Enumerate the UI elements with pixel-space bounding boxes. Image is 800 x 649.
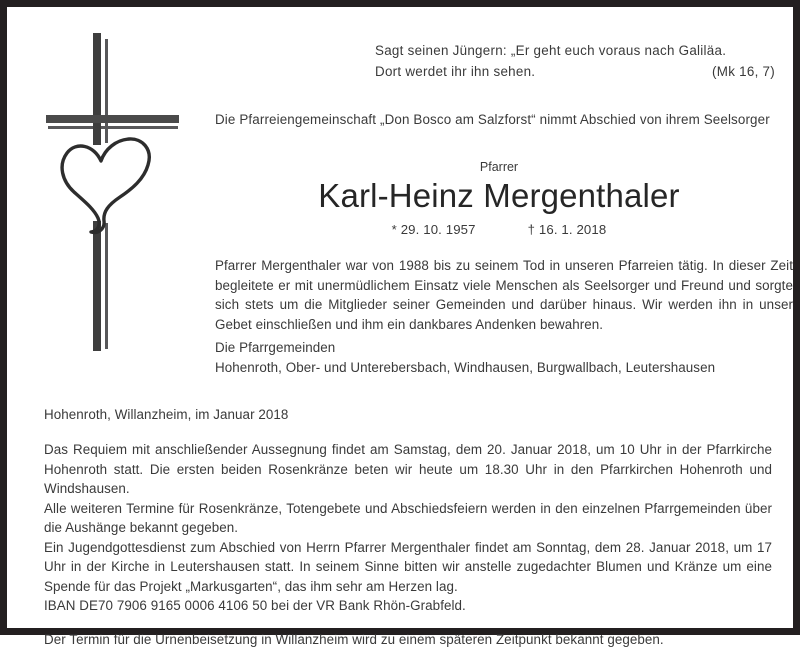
deceased-name: Karl-Heinz Mergenthaler xyxy=(215,176,783,216)
border-left xyxy=(0,0,7,635)
deceased-dates xyxy=(215,222,783,237)
funeral-paragraph-3: Ein Jugendgottesdienst zum Abschied von Herrn Pfarrer Mergenthaler findet am Sonntag, dem 28. Januar 2018, um 17 Uhr in der Kirche in Leutershausen statt. In seinem Sinne bitten wir anstelle zugedachter Blumen und Kränze um eine Spende für das Projekt „Markusgarten“, das ihm sehr am Herzen lag. xyxy=(44,538,772,597)
scripture-line-2: Dort werdet ihr ihn sehen. xyxy=(375,64,535,79)
urn-burial-note: Der Termin für die Urnenbeisetzung in Willanzheim wird zu einem späteren Zeitpunkt bekannt gegeben. xyxy=(44,630,772,649)
deceased-title-block xyxy=(215,159,783,237)
funeral-paragraph-2: Alle weiteren Termine für Rosenkränze, Totengebete und Abschiedsfeiern werden in den einzelnen Pfarrgemeinden über die Aushänge bekannt gegeben. xyxy=(44,499,772,538)
scripture-line-1: Sagt seinen Jüngern: „Er geht euch voraus nach Galiläa. xyxy=(375,40,775,61)
scripture-reference: (Mk 16, 7) xyxy=(712,61,775,82)
cross-with-heart-icon xyxy=(32,29,202,359)
border-top xyxy=(0,0,800,7)
deceased-role: Pfarrer xyxy=(215,159,783,175)
parishes-block xyxy=(215,338,793,377)
scripture-quote xyxy=(375,40,775,82)
parishes-list: Hohenroth, Ober- und Unterebersbach, Windhausen, Burgwallbach, Leutershausen xyxy=(215,358,793,378)
notice-body xyxy=(7,7,793,628)
funeral-details xyxy=(44,440,772,649)
funeral-paragraph-1: Das Requiem mit anschließender Aussegnung findet am Samstag, dem 20. Januar 2018, um 10 Uhr in der Pfarrkirche Hohenroth statt. Die ersten beiden Rosenkränze beten wir heute um 18.30 Uhr in den Pfarrkirchen Hohenroth und Windshausen. xyxy=(44,440,772,499)
tribute-paragraph: Pfarrer Mergenthaler war von 1988 bis zu seinem Tod in unseren Pfarreien tätig. In dieser Zeit begleitete er mit unermüdlichem Einsatz viele Menschen als Seelsorger und Freund und sorgte sich stets um die Mitglieder seiner Gemeinden und darüber hinaus. Wir werden ihn in unser Gebet einschließen und ihm ein dankbares Andenken bewahren. xyxy=(215,256,793,334)
congregation-statement: Die Pfarreiengemeinschaft „Don Bosco am Salzforst“ nimmt Abschied von ihrem Seelsorger xyxy=(215,110,795,130)
parishes-heading: Die Pfarrgemeinden xyxy=(215,338,793,358)
border-right xyxy=(793,0,800,635)
place-and-date: Hohenroth, Willanzheim, im Januar 2018 xyxy=(44,405,288,424)
donation-iban: IBAN DE70 7906 9165 0006 4106 50 bei der VR Bank Rhön-Grabfeld. xyxy=(44,596,772,616)
scripture-line-2-row xyxy=(375,61,775,82)
death-date: † 16. 1. 2018 xyxy=(528,222,607,237)
birth-date: * 29. 10. 1957 xyxy=(392,222,476,237)
